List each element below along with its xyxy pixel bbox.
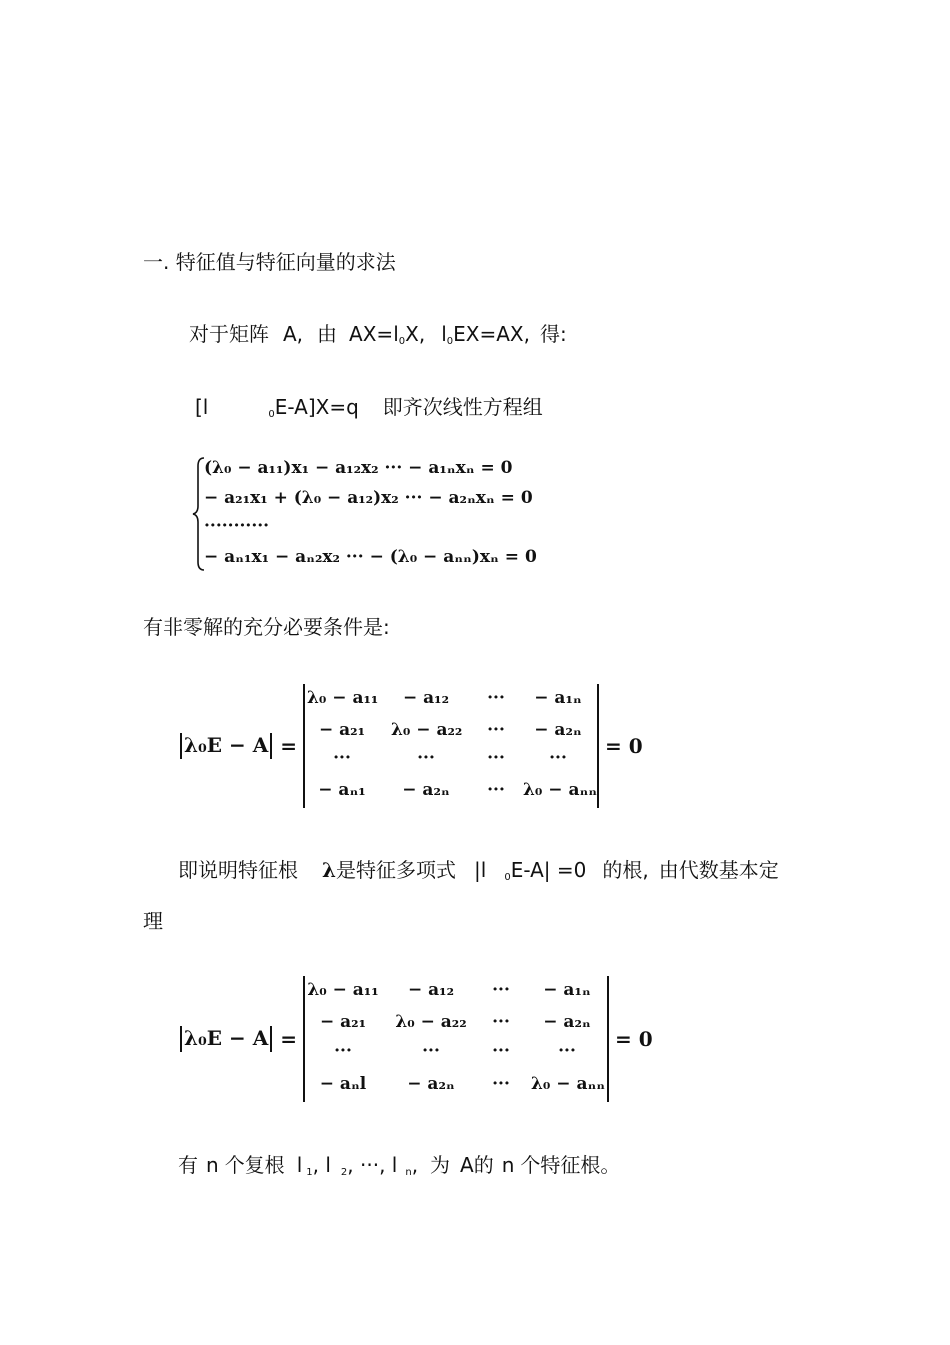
text-segment: 有 bbox=[178, 1153, 198, 1177]
text-segment: A, bbox=[283, 322, 304, 346]
matrix-cell: ··· bbox=[422, 1041, 440, 1061]
text-segment: [l bbox=[195, 395, 209, 419]
system-row-3: ··········· bbox=[204, 516, 270, 536]
subscript: 0 bbox=[446, 336, 454, 347]
text-segment: AX=l bbox=[349, 322, 399, 346]
text-segment: X, bbox=[405, 322, 426, 346]
matrix-cell: − a₂ₙ bbox=[402, 780, 450, 800]
text-segment: 得: bbox=[539, 322, 567, 346]
matrix-cell: ··· bbox=[334, 1041, 352, 1061]
matrix-cell: ··· bbox=[492, 1012, 510, 1032]
matrix-cell: λ₀ − aₙₙ bbox=[523, 780, 598, 800]
matrix-cell: ··· bbox=[487, 748, 505, 768]
matrix-cell: λ₀ − aₙₙ bbox=[531, 1074, 606, 1094]
matrix-cell: ··· bbox=[492, 1074, 510, 1094]
matrix-cell: λ₀ − a₁₁ bbox=[307, 980, 379, 1000]
matrix-cell: − a₁₂ bbox=[402, 688, 450, 708]
text-segment: 对于矩阵 bbox=[189, 322, 269, 346]
paragraph-continuation: 理 bbox=[143, 909, 163, 933]
matrix-cell: − a₁ₙ bbox=[534, 688, 582, 708]
subscript: 0 bbox=[504, 872, 511, 883]
text-segment: l bbox=[296, 1153, 303, 1177]
paragraph-condition: 有非零解的充分必要条件是: bbox=[143, 615, 390, 639]
det-lhs: λ₀E − A bbox=[178, 733, 274, 760]
paragraph-characteristic-root bbox=[178, 858, 779, 887]
equation-system bbox=[192, 456, 537, 574]
system-row-1: (λ₀ − a₁₁)x₁ − a₁₂x₂ ··· − a₁ₙxₙ = 0 bbox=[204, 458, 513, 478]
matrix-cell: ··· bbox=[492, 1041, 510, 1061]
subscript: 2 bbox=[340, 1167, 348, 1178]
subscript: n bbox=[405, 1167, 412, 1178]
paragraph-homogeneous-system bbox=[195, 395, 543, 424]
det-rhs: = 0 bbox=[615, 1027, 653, 1051]
text-segment: , l bbox=[312, 1153, 331, 1177]
paragraph-matrix-intro bbox=[189, 322, 567, 351]
text-segment: 由 bbox=[317, 322, 338, 346]
matrix-cell: − a₂ₙ bbox=[543, 1012, 591, 1032]
matrix-cell: ··· bbox=[492, 980, 510, 1000]
paragraph-n-roots bbox=[178, 1153, 620, 1182]
matrix-cell: − a₂ₙ bbox=[407, 1074, 455, 1094]
text-segment: , ···, l bbox=[347, 1153, 398, 1177]
text-segment: |l bbox=[474, 858, 487, 882]
system-row-2: − a₂₁x₁ + (λ₀ − a₁₂)x₂ ··· − a₂ₙxₙ = 0 bbox=[204, 488, 533, 508]
text-segment: 即说明特征根 bbox=[178, 858, 298, 882]
text-segment: , bbox=[411, 1153, 419, 1177]
det-equals: = bbox=[280, 1027, 297, 1051]
system-row-4: − aₙ₁x₁ − aₙ₂x₂ ··· − (λ₀ − aₙₙ)xₙ = 0 bbox=[204, 547, 537, 567]
text-segment: n bbox=[206, 1153, 219, 1177]
matrix-cell: ··· bbox=[487, 780, 505, 800]
text-segment: 由代数基本定 bbox=[658, 858, 779, 882]
matrix-cell: − aₙ₁ bbox=[318, 780, 366, 800]
matrix-cell: ··· bbox=[333, 748, 351, 768]
text-segment: A的 bbox=[460, 1153, 494, 1177]
determinant-equation-2 bbox=[178, 975, 653, 1103]
det-lhs: λ₀E − A bbox=[178, 1026, 274, 1053]
determinant-equation-1 bbox=[178, 683, 643, 809]
lambda-symbol: λ bbox=[322, 858, 337, 882]
det-equals: = bbox=[280, 734, 297, 758]
text-segment: 的根, bbox=[602, 858, 649, 882]
matrix-cell: ··· bbox=[549, 748, 567, 768]
text-segment: EX=AX, bbox=[453, 322, 530, 346]
text-segment: 个特征根。 bbox=[520, 1153, 621, 1177]
text-segment: n bbox=[501, 1153, 515, 1177]
section-heading: 一. 特征值与特征向量的求法 bbox=[143, 250, 396, 274]
subscript: 0 bbox=[398, 336, 406, 347]
determinant-matrix-2 bbox=[303, 976, 609, 1102]
matrix-cell: − a₁₂ bbox=[407, 980, 455, 1000]
text-segment: l bbox=[441, 322, 447, 346]
matrix-cell: ··· bbox=[417, 748, 435, 768]
det-rhs: = 0 bbox=[605, 734, 643, 758]
matrix-cell: ··· bbox=[558, 1041, 576, 1061]
matrix-cell: λ₀ − a₂₂ bbox=[391, 720, 463, 740]
text-segment: 即齐次线性方程组 bbox=[382, 395, 543, 419]
matrix-cell: λ₀ − a₁₁ bbox=[307, 688, 379, 708]
matrix-cell: − a₂₁ bbox=[319, 1012, 367, 1032]
text-segment: 为 bbox=[430, 1153, 451, 1177]
matrix-cell: − a₁ₙ bbox=[543, 980, 591, 1000]
matrix-cell: − aₙl bbox=[319, 1074, 367, 1094]
matrix-cell: ··· bbox=[487, 720, 505, 740]
text-segment: E-A| =0 bbox=[510, 858, 587, 882]
matrix-cell: − a₂₁ bbox=[318, 720, 366, 740]
subscript: 0 bbox=[268, 409, 275, 420]
matrix-cell: ··· bbox=[487, 688, 505, 708]
text-segment: 是特征多项式 bbox=[336, 858, 457, 882]
text-segment: 个复根 bbox=[224, 1153, 285, 1177]
subscript: 1 bbox=[306, 1167, 313, 1178]
determinant-matrix-1 bbox=[303, 684, 599, 808]
text-segment: E-A]X=q bbox=[274, 395, 359, 419]
matrix-cell: − a₂ₙ bbox=[534, 720, 582, 740]
matrix-cell: λ₀ − a₂₂ bbox=[395, 1012, 467, 1032]
